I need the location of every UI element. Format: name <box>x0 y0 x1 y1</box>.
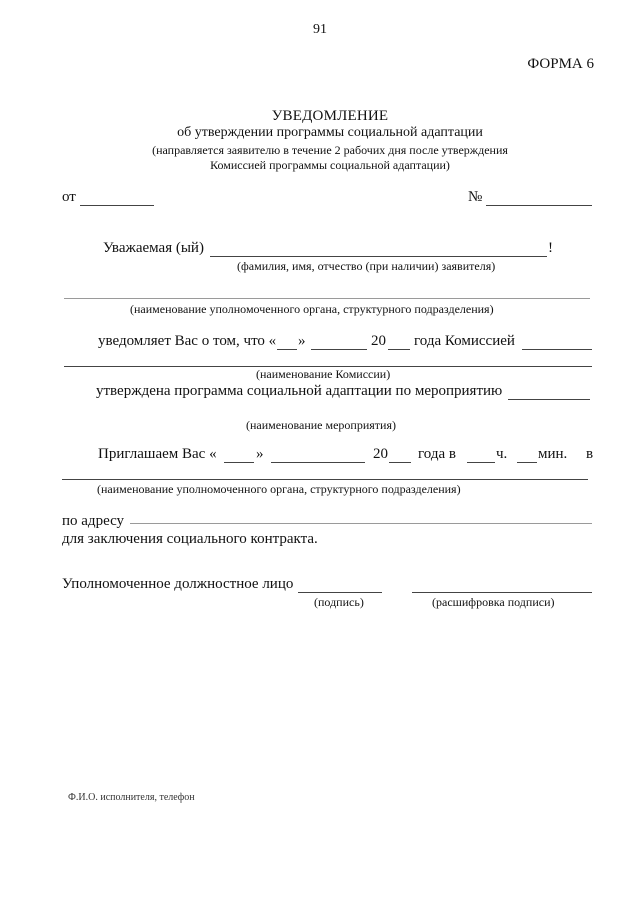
authority-caption-2: (наименование уполномоченного органа, структурного подразделения) <box>97 482 461 496</box>
document-subtitle: об утверждении программы социальной адаптации <box>177 125 483 140</box>
invite-text-3: 20 <box>373 446 388 462</box>
approved-text: утверждена программа социальной адаптации по мероприятию <box>96 383 503 399</box>
invite-text-4: года в <box>418 446 456 462</box>
signature-field[interactable] <box>298 592 382 593</box>
invite-text-7: в <box>586 446 594 462</box>
executor-note: Ф.И.О. исполнителя, телефон <box>68 792 195 803</box>
address-label: по адресу <box>62 513 125 529</box>
invite-hour-field[interactable] <box>467 462 495 463</box>
date-field[interactable] <box>80 205 154 206</box>
commission-field-start[interactable] <box>522 349 592 350</box>
event-field[interactable] <box>508 399 590 400</box>
notify-text-4: года Комиссией <box>414 333 515 349</box>
signature-decoding-caption: (расшифровка подписи) <box>432 595 555 609</box>
number-label: № <box>468 189 483 205</box>
event-caption: (наименование мероприятия) <box>246 418 396 432</box>
invite-text-1: Приглашаем Вас « <box>98 446 217 462</box>
invite-text-6: мин. <box>538 446 568 462</box>
routing-note-line-1: (направляется заявителю в течение 2 рабочих дня после утверждения <box>152 143 508 157</box>
invite-year-field[interactable] <box>389 462 411 463</box>
applicant-name-caption: (фамилия, имя, отчество (при наличии) заявителя) <box>237 259 496 273</box>
commission-caption: (наименование Комиссии) <box>256 367 391 381</box>
signature-caption: (подпись) <box>314 595 364 609</box>
invite-minute-field[interactable] <box>517 462 537 463</box>
greeting-text: Уважаемая (ый) <box>103 240 204 256</box>
official-label: Уполномоченное должностное лицо <box>62 576 294 592</box>
address-field[interactable] <box>130 523 592 524</box>
authority-caption-1: (наименование уполномоченного органа, структурного подразделения) <box>130 302 494 316</box>
notify-text-3: 20 <box>371 333 386 349</box>
invite-day-field[interactable] <box>224 462 254 463</box>
number-field[interactable] <box>486 205 592 206</box>
from-label: от <box>62 189 76 205</box>
authority-field-1[interactable] <box>64 298 590 299</box>
notify-text-2: » <box>298 333 306 349</box>
invite-month-field[interactable] <box>271 462 365 463</box>
invite-text-5: ч. <box>496 446 508 462</box>
notify-year-field[interactable] <box>388 349 410 350</box>
page-number: 91 <box>313 22 327 37</box>
contract-text: для заключения социального контракта. <box>62 531 318 547</box>
greeting-exclamation: ! <box>548 240 553 256</box>
notify-day-field[interactable] <box>277 349 297 350</box>
authority-field-2[interactable] <box>62 479 588 480</box>
applicant-name-field[interactable] <box>210 256 547 257</box>
routing-note-line-2: Комиссией программы социальной адаптации) <box>210 158 450 172</box>
signature-decoding-field[interactable] <box>412 592 592 593</box>
notify-month-field[interactable] <box>311 349 367 350</box>
invite-text-2: » <box>256 446 264 462</box>
document-title: УВЕДОМЛЕНИЕ <box>271 108 389 124</box>
form-label: ФОРМА 6 <box>527 56 594 72</box>
notify-text-1: уведомляет Вас о том, что « <box>98 333 277 349</box>
